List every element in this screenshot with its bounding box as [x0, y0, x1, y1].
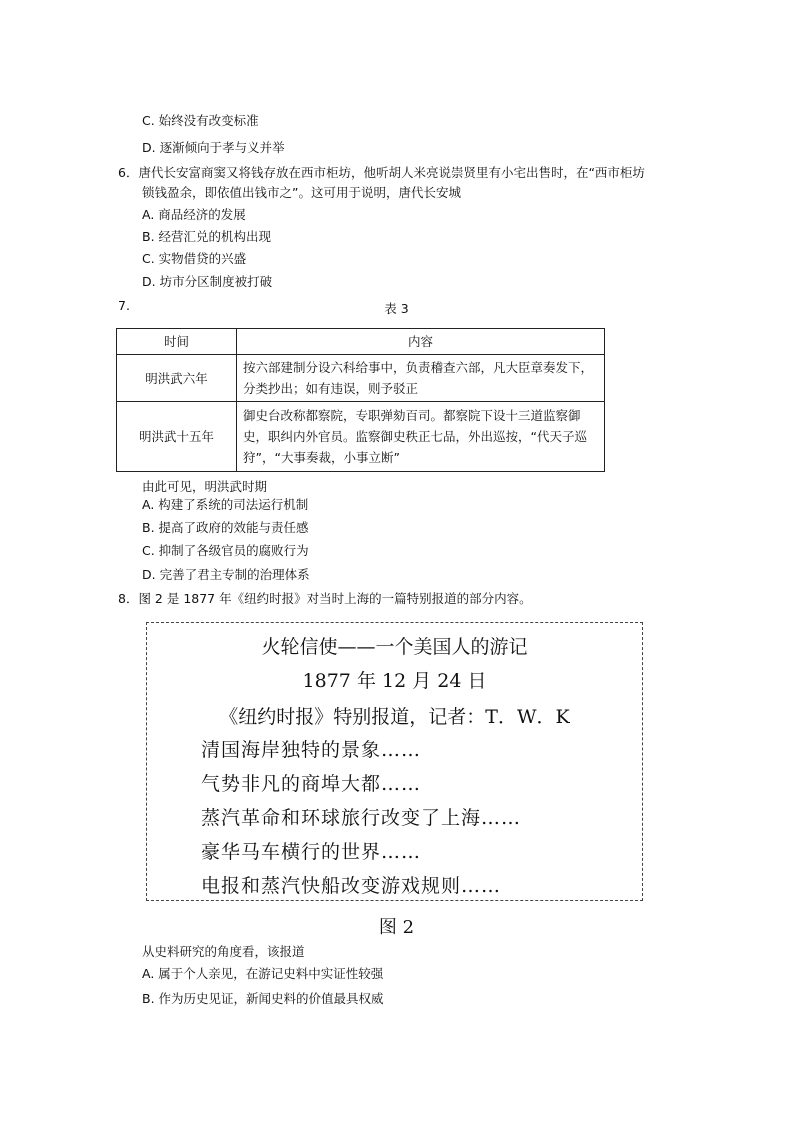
- table-header-time: 时间: [117, 329, 237, 355]
- table-cell-content: 按六部建制分设六科给事中，负责稽查六部，凡大臣章奏发下，分类抄出；如有违误，则予驳正: [237, 355, 605, 402]
- q7-table: [116, 328, 605, 472]
- q8-option-b: B. 作为历史见证，新闻史料的价值最具权威: [142, 991, 384, 1006]
- figure-date: 1877 年 12 月 24 日: [302, 670, 487, 692]
- table-row: [117, 402, 605, 472]
- table-header-content: 内容: [237, 329, 605, 355]
- table-cell-content: 御史台改称都察院，专职弹劾百司。都察院下设十三道监察御史，职纠内外官员。监察御史秩正七品，外出巡按，“代天子巡狩”，“大事奏裁，小事立断”: [237, 402, 605, 472]
- q5-option-c: C. 始终没有改变标准: [142, 113, 259, 128]
- q6-option-b: B. 经营汇兑的机构出现: [142, 229, 272, 244]
- q6-stem-line2: 锁钱盈余，即依值出钱市之”。这可用于说明，唐代长安城: [142, 185, 461, 200]
- q7-lead: 由此可见，明洪武时期: [142, 479, 268, 494]
- q5-option-d: D. 逐渐倾向于孝与义并举: [142, 140, 285, 155]
- q8-stem: 8．图 2 是 1877 年《纽约时报》对当时上海的一篇特别报道的部分内容。: [118, 591, 532, 606]
- q7-option-b: B. 提高了政府的效能与责任感: [142, 520, 309, 535]
- figure-byline: 《纽约时报》特别报道，记者：T．W．K: [219, 706, 570, 728]
- q7-option-d: D. 完善了君主专制的治理体系: [142, 567, 310, 582]
- table-row: [117, 355, 605, 402]
- q8-option-a: A. 属于个人亲见，在游记史料中实证性较强: [142, 966, 384, 981]
- table-caption: 表 3: [384, 301, 409, 316]
- q6-option-d: D. 坊市分区制度被打破: [142, 274, 273, 289]
- table-header-row: [117, 329, 605, 355]
- figure-item: 气势非凡的商埠大都……: [201, 773, 422, 795]
- q8-lead: 从史料研究的角度看，该报道: [142, 944, 305, 959]
- table-cell-time: 明洪武十五年: [117, 402, 237, 472]
- q6-option-a: A. 商品经济的发展: [142, 207, 246, 222]
- q6-option-c: C. 实物借贷的兴盛: [142, 251, 247, 266]
- q6-stem-line1: 6．唐代长安富商窦又将钱存放在西市柜坊，他听胡人米亮说崇贤里有小宅出售时，在“西市柜坊: [118, 165, 645, 180]
- table-cell-time: 明洪武六年: [117, 355, 237, 402]
- q7-option-a: A. 构建了系统的司法运行机制: [142, 497, 309, 512]
- q7-number: 7.: [118, 298, 130, 313]
- figure-title: 火轮信使——一个美国人的游记: [261, 636, 528, 658]
- figure-item: 电报和蒸汽快船改变游戏规则……: [201, 875, 502, 897]
- figure-item: 豪华马车横行的世界……: [201, 841, 422, 863]
- figure-caption: 图 2: [378, 917, 415, 938]
- q7-option-c: C. 抑制了各级官员的腐败行为: [142, 543, 309, 558]
- figure-2-box: [146, 622, 643, 901]
- figure-item: 清国海岸独特的景象……: [201, 739, 422, 761]
- figure-item: 蒸汽革命和环球旅行改变了上海……: [201, 807, 522, 829]
